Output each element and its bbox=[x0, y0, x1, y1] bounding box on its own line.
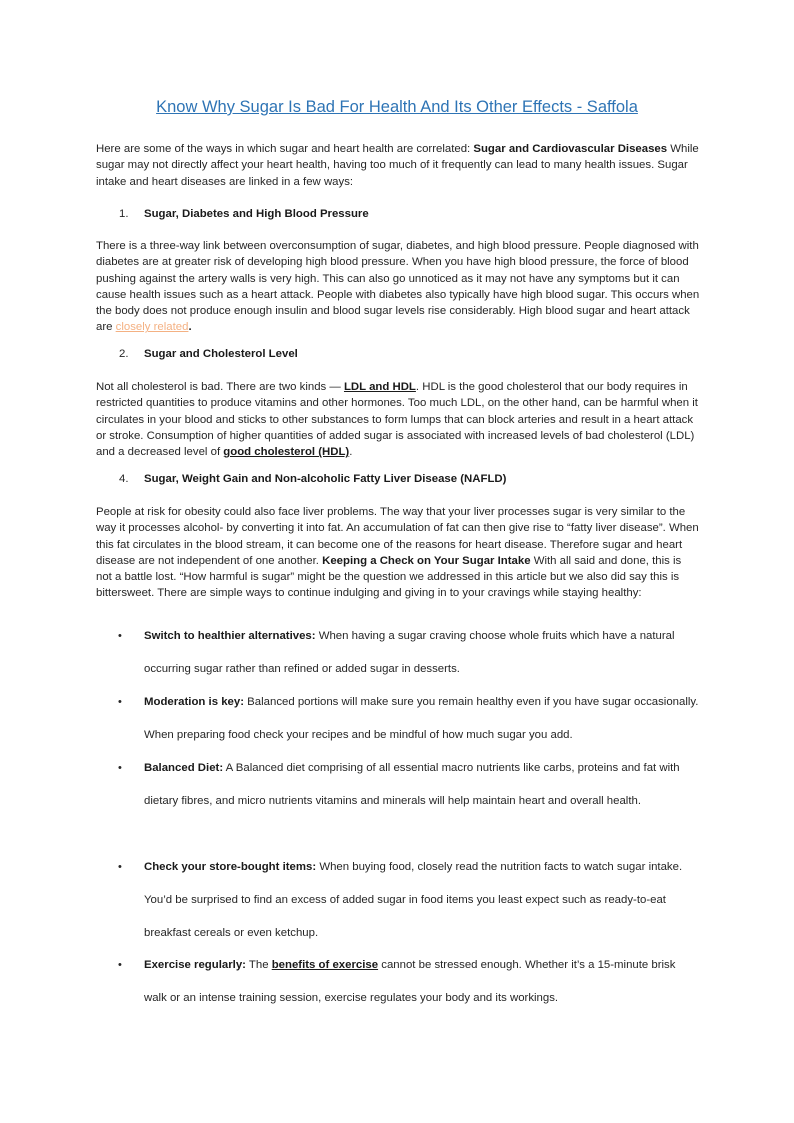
section-1-number: 1. bbox=[119, 208, 129, 220]
bullet-item bbox=[118, 949, 700, 1015]
section-4-number: 4. bbox=[119, 473, 129, 485]
bullet-pre-text: The bbox=[245, 959, 272, 971]
bullet-text: When buying food, closely read the nutrition facts to watch sugar intake. You’d be surprised to find an excess of added sugar in food items you least expect such as ready-to-eat breakfast cereals or even ketchup. bbox=[144, 861, 683, 939]
bullet-icon: • bbox=[118, 762, 122, 774]
section-1-text: There is a three-way link between overconsumption of sugar, diabetes, and high blood pressure. People diagnosed with diabetes are at greater risk of developing high blood pressure. When you have high blood pressure, the force of blood pushing against the artery walls is very high. This can also go unnoticed as it may not have any symptoms but it can cause health issues such as a heart attack. People with diabetes also typically have high blood sugar. This occurs when the body does not produce enough insulin and blood sugar levels rise considerably. High blood sugar and heart attack are bbox=[96, 240, 700, 334]
section-4-title: Sugar, Weight Gain and Non-alcoholic Fatty Liver Disease (NAFLD) bbox=[144, 473, 507, 485]
bullet-text: Balanced portions will make sure you remain healthy even if you have sugar occasionally. When preparing food check your recipes and be mindful of how much sugar you add. bbox=[144, 696, 699, 741]
bullet-item bbox=[118, 686, 700, 752]
bullet-label: Switch to healthier alternatives: bbox=[144, 630, 316, 642]
section-1-body bbox=[96, 238, 700, 336]
bullet-icon: • bbox=[118, 861, 122, 873]
section-4-body bbox=[96, 504, 700, 602]
bullet-icon: • bbox=[118, 959, 122, 971]
bullet-item bbox=[118, 851, 700, 950]
bullet-label: Balanced Diet: bbox=[144, 762, 224, 774]
bullet-item bbox=[118, 620, 700, 686]
intro-paragraph bbox=[96, 141, 700, 190]
keeping-check-heading: Keeping a Check on Your Sugar Intake bbox=[322, 554, 531, 567]
benefits-of-exercise-link[interactable]: benefits of exercise bbox=[271, 959, 379, 971]
section-2-title: Sugar and Cholesterol Level bbox=[144, 348, 298, 360]
bullet-label: Exercise regularly: bbox=[144, 959, 246, 971]
closely-related-link[interactable]: closely related bbox=[115, 321, 189, 334]
bullet-icon: • bbox=[118, 630, 122, 642]
intro-text-2: While sugar may not directly affect your heart health, having too much of it frequently can lead to many health issues. Sugar intake and heart diseases are linked in a few ways: bbox=[96, 143, 699, 188]
bullet-label: Moderation is key: bbox=[144, 696, 245, 708]
section-1-title: Sugar, Diabetes and High Blood Pressure bbox=[144, 208, 369, 220]
section-2-text-start: Not all cholesterol is bad. There are two kinds — bbox=[96, 381, 344, 393]
section-4-text-2: With all said and done, this is not a battle lost. “How harmful is sugar” might be the question we addressed in this article but we also did say this is bittersweet. There are simple ways to continue indulging and giving in to your cravings while staying healthy: bbox=[96, 554, 682, 600]
section-4-text: People at risk for obesity could also face liver problems. The way that your liver processes sugar is very similar to the way it processes alcohol- by converting it into fat. An accumulation of fat can then give rise to “fatty liver disease”. When this fat circulates in the blood stream, it can become one of the reasons for heart disease. Therefore sugar and heart disease are not independent of one another. bbox=[96, 506, 699, 567]
bullet-text: A Balanced diet comprising of all essential macro nutrients like carbs, proteins and fat with dietary fibres, and micro nutrients vitamins and minerals will help maintain heart and overall health. bbox=[144, 762, 680, 807]
section-1-heading bbox=[119, 206, 369, 222]
bullet-text: When having a sugar craving choose whole fruits which have a natural occurring sugar rather than refined or added sugar in desserts. bbox=[144, 630, 675, 675]
bullet-label: Check your store-bought items: bbox=[144, 861, 317, 873]
section-4-heading bbox=[119, 471, 506, 487]
ldl-hdl-link[interactable]: LDL and HDL bbox=[343, 381, 416, 393]
section-2-text-mid: . HDL is the good cholesterol that our body requires in restricted quantities to produce vitamins and other hormones. Too much LDL, on the other hand, can be harmful when it circulates in your blood and sticks to other substances to form lumps that can block arteries and result in a heart attack or stroke. Consumption of higher quantities of added sugar is associated with increased levels of bad cholesterol (LDL) and a decreased level of bbox=[96, 381, 698, 459]
good-cholesterol-link[interactable]: good cholesterol (HDL) bbox=[223, 446, 350, 459]
bullet-icon: • bbox=[118, 696, 122, 708]
intro-text-1: Here are some of the ways in which sugar and heart health are correlated: bbox=[96, 143, 474, 155]
section-1-end: . bbox=[188, 321, 192, 334]
bullet-text: cannot be stressed enough. Whether it’s a 15-minute brisk walk or an intense training session, exercise regulates your body and its workings. bbox=[144, 959, 676, 1004]
section-2-body bbox=[96, 379, 700, 460]
intro-heading: Sugar and Cardiovascular Diseases bbox=[473, 143, 668, 155]
bullet-item bbox=[118, 752, 700, 818]
section-2-number: 2. bbox=[119, 348, 129, 360]
section-2-heading bbox=[119, 346, 298, 362]
page-title[interactable]: Know Why Sugar Is Bad For Health And Its Other Effects - Saffola bbox=[156, 98, 638, 116]
section-2-end: . bbox=[349, 446, 353, 459]
